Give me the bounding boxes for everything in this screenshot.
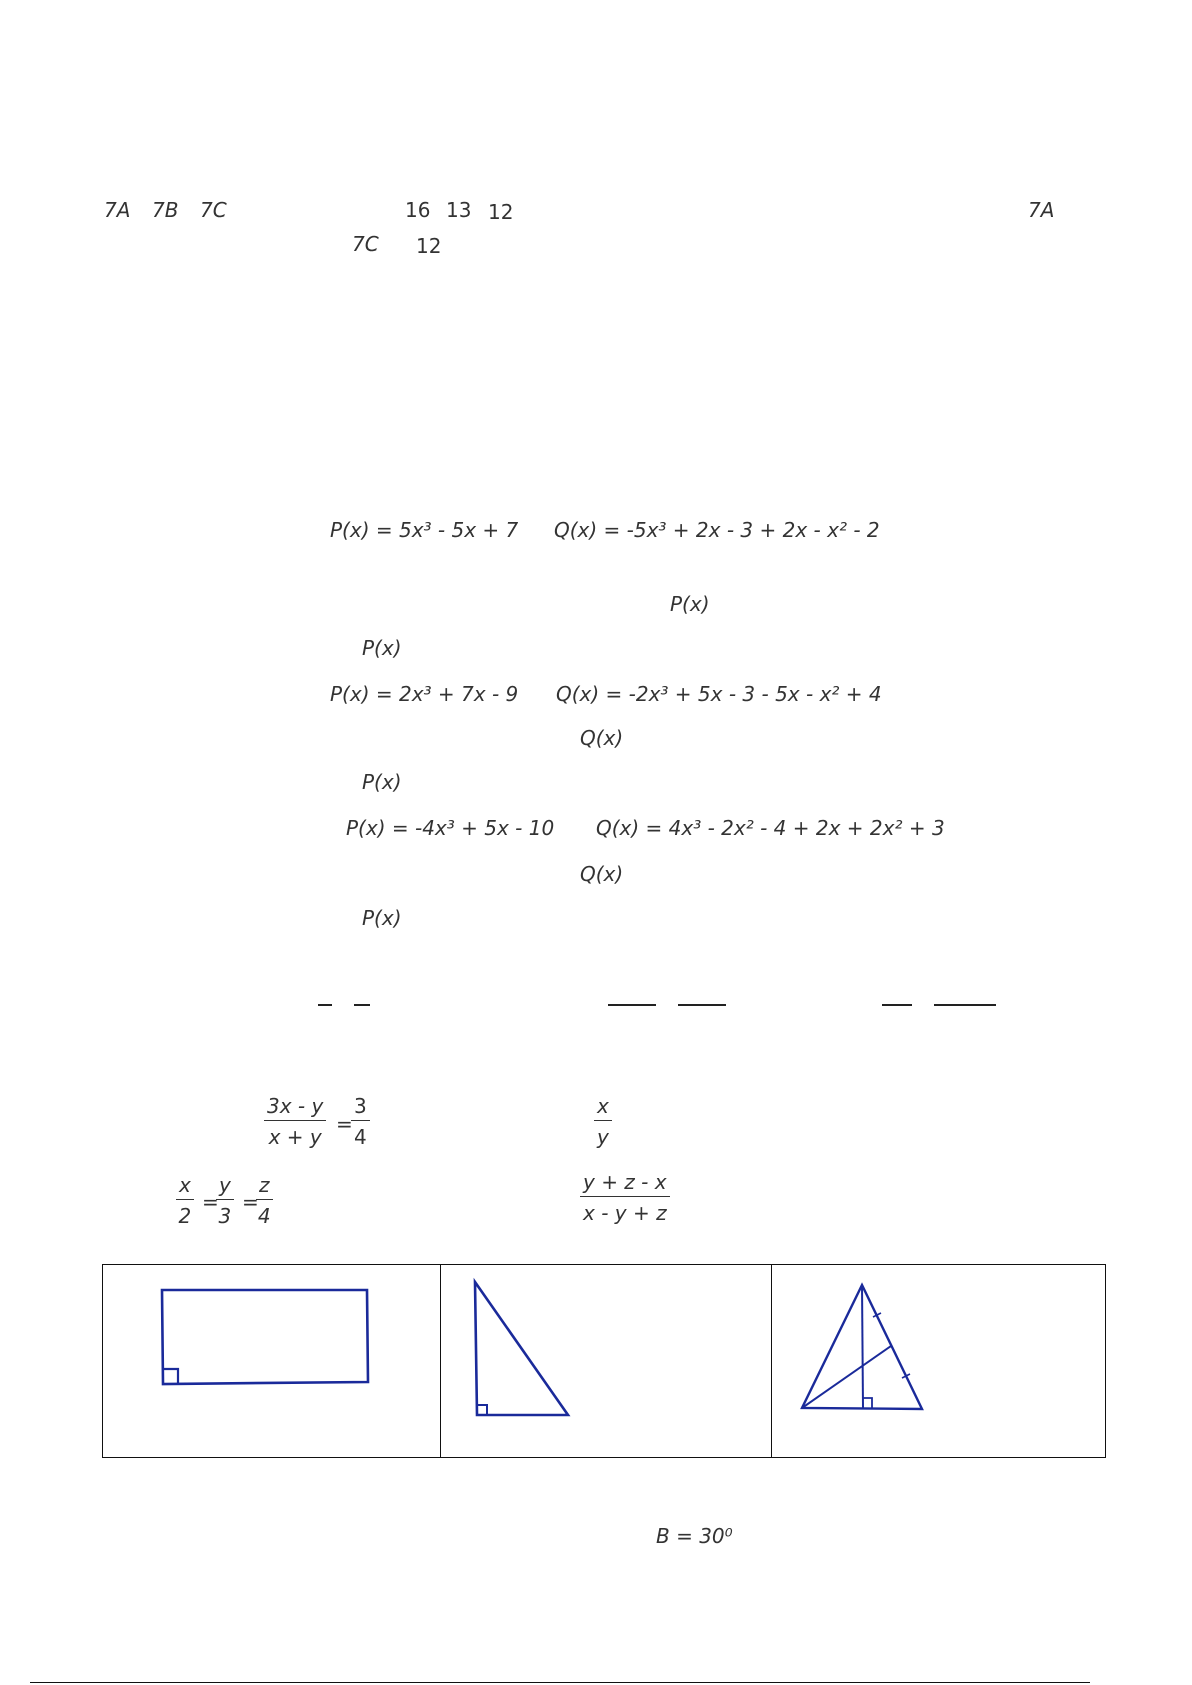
fraction-denominator: 4	[257, 1204, 271, 1228]
fraction-denominator: y	[597, 1125, 609, 1149]
fraction-numerator: y + z - x	[580, 1172, 670, 1197]
fraction-x-over-2	[176, 1175, 194, 1226]
fraction-3-over-4	[351, 1096, 370, 1147]
right-triangle-figure	[441, 1265, 772, 1459]
fraction-denominator: 4	[354, 1125, 367, 1149]
figures-table	[102, 1264, 1106, 1458]
poly-p-row3: P(x)	[362, 636, 402, 660]
class-7a-label-right: 7A	[1028, 198, 1055, 222]
fraction-x-over-y	[594, 1096, 612, 1147]
fraction-numerator: 3	[351, 1096, 370, 1121]
page-bottom-rule	[30, 1682, 1090, 1683]
angle-b-text: B = 30⁰	[656, 1524, 733, 1548]
fraction-denominator: x - y + z	[583, 1201, 667, 1225]
poly-q-row4: Q(x) = -2x³ + 5x - 3 - 5x - x² + 4	[556, 682, 882, 706]
fraction-3x-y-over-x-y	[264, 1096, 326, 1147]
fraction-bar-fragment	[678, 1004, 726, 1006]
fraction-y-over-3	[216, 1175, 234, 1226]
poly-p-row7: P(x) = -4x³ + 5x - 10	[346, 816, 555, 840]
count-13: 13	[446, 198, 472, 222]
count-12: 12	[488, 200, 514, 224]
fraction-bar-fragment	[354, 1004, 370, 1006]
poly-q-row5: Q(x)	[580, 726, 624, 750]
fraction-numerator: 3x - y	[264, 1096, 326, 1121]
fraction-bar-fragment	[882, 1004, 912, 1006]
poly-p-row9: P(x)	[362, 906, 402, 930]
figure-cell-rectangle	[103, 1265, 440, 1457]
poly-p-row4: P(x) = 2x³ + 7x - 9	[330, 682, 519, 706]
equals-sign: =	[336, 1112, 353, 1136]
class-7a-label: 7A	[104, 198, 131, 222]
poly-q-row7: Q(x) = 4x³ - 2x² - 4 + 2x + 2x² + 3	[596, 816, 945, 840]
count-16: 16	[405, 198, 431, 222]
poly-p-row2: P(x)	[670, 592, 710, 616]
class-7c-label: 7C	[200, 198, 227, 222]
fraction-numerator: z	[256, 1175, 273, 1200]
fraction-denominator: 2	[178, 1204, 192, 1228]
equals-sign: =	[242, 1190, 259, 1214]
poly-p-row1: P(x) = 5x³ - 5x + 7	[330, 518, 519, 542]
fraction-bar-fragment	[608, 1004, 656, 1006]
angle-b-value	[656, 1526, 733, 1546]
class-7c-label-2: 7C	[352, 232, 379, 256]
poly-q-row1: Q(x) = -5x³ + 2x - 3 + 2x - x² - 2	[554, 518, 880, 542]
poly-p-row6: P(x)	[362, 770, 402, 794]
fraction-bar-fragment	[934, 1004, 996, 1006]
equals-sign: =	[202, 1190, 219, 1214]
figure-cell-right-triangle	[440, 1265, 770, 1457]
rectangle-figure	[103, 1265, 441, 1459]
fraction-numerator: x	[594, 1096, 612, 1121]
fraction-bar-fragment	[318, 1004, 332, 1006]
fraction-denominator: 3	[218, 1204, 232, 1228]
count-12-2: 12	[416, 234, 442, 258]
figure-cell-triangle-altitude	[771, 1265, 1105, 1457]
fraction-z-over-4	[256, 1175, 273, 1226]
fraction-yzx-over-xyz	[580, 1172, 670, 1223]
poly-q-row8: Q(x)	[580, 862, 624, 886]
triangle-with-altitude-figure	[772, 1265, 1107, 1459]
fraction-denominator: x + y	[268, 1125, 322, 1149]
fraction-numerator: y	[216, 1175, 234, 1200]
class-7b-label: 7B	[152, 198, 179, 222]
fraction-numerator: x	[176, 1175, 194, 1200]
